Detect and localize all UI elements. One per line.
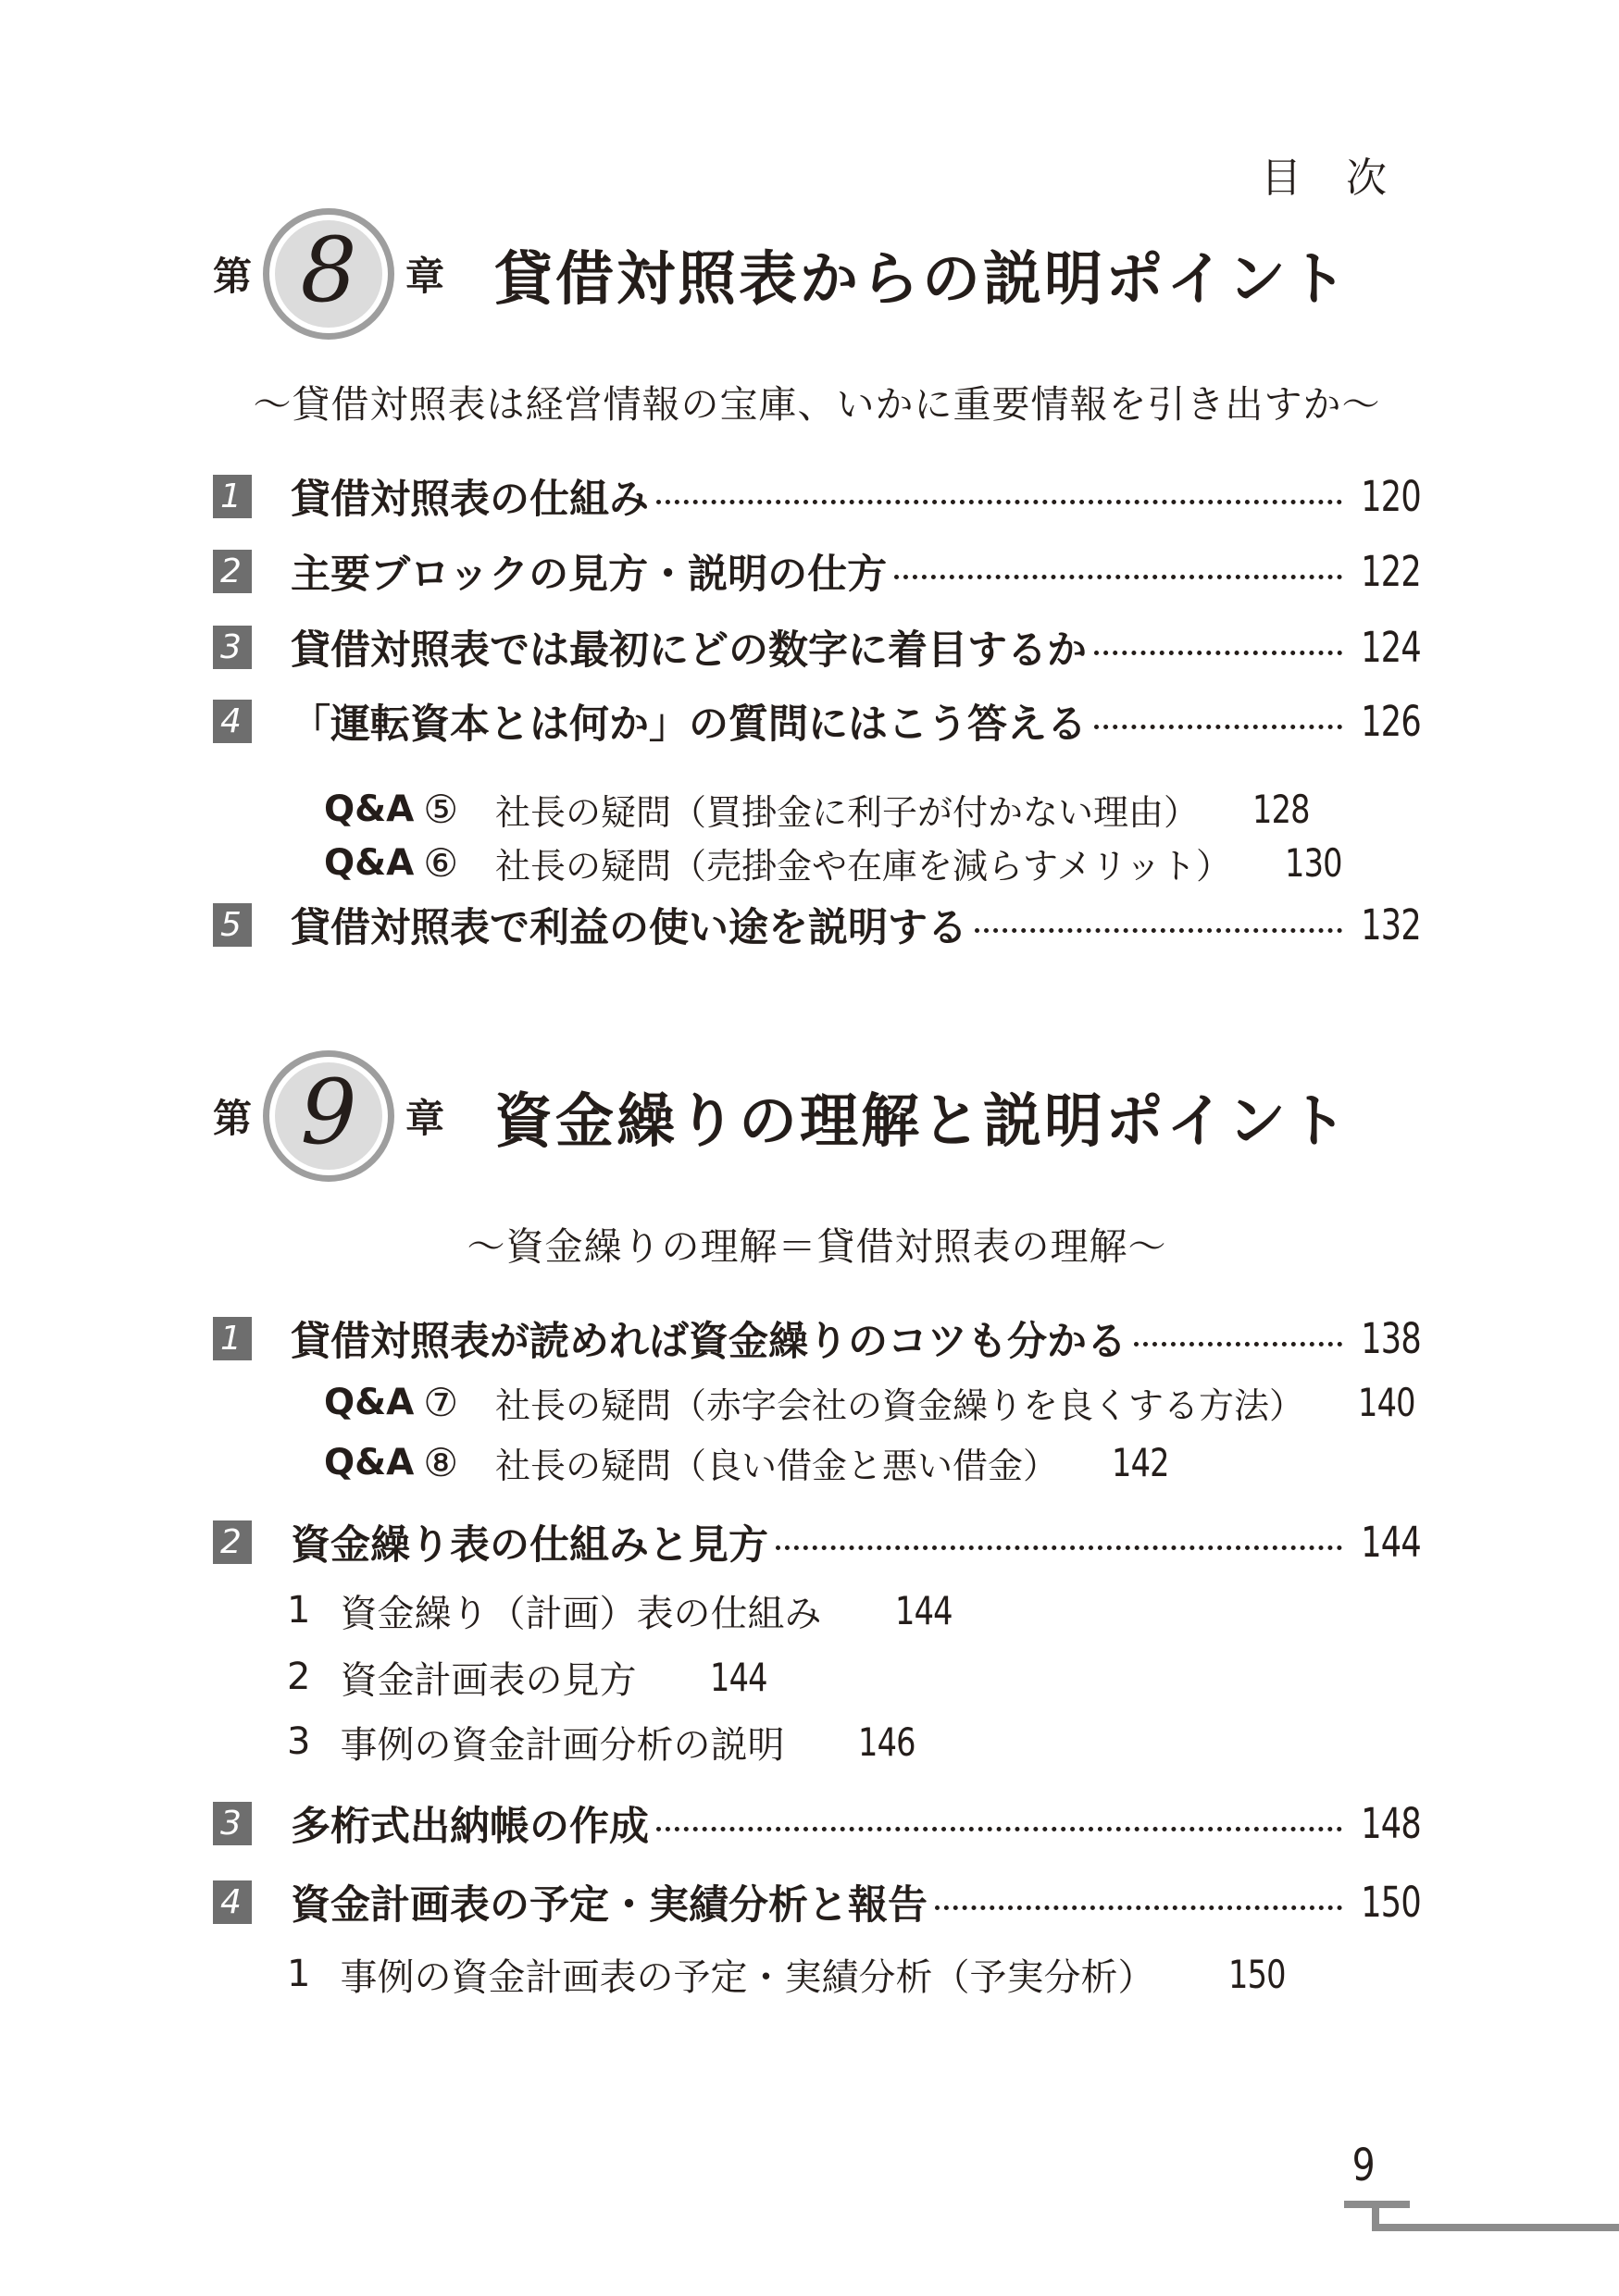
sub-item-page-number: 144: [710, 1654, 768, 1700]
sub-item-page-number: 150: [1228, 1951, 1287, 1997]
sub-item-number: 3: [287, 1720, 311, 1763]
qa-page-number: 140: [1358, 1379, 1415, 1425]
chapter-9-toc-list: [213, 1313, 1421, 1999]
toc-sub-item: [213, 1654, 1421, 1702]
sub-item-number: 1: [287, 1589, 311, 1632]
qa-page-number: 142: [1112, 1439, 1169, 1485]
item-title: 貸借対照表では最初にどの数字に着目するか: [291, 627, 1087, 674]
toc-item: [213, 1313, 1421, 1365]
item-number-badge: 2: [213, 550, 252, 593]
toc-item: [213, 696, 1421, 748]
dotted-leader: [894, 575, 1342, 579]
chapter-number-circle-fill: [275, 1062, 382, 1170]
chapter-subtitle: ～資金繰りの理解＝貸借対照表の理解～: [467, 1224, 1167, 1269]
item-title: 貸借対照表で利益の使い途を説明する: [291, 904, 967, 951]
qa-title: 社長の疑問（買掛金に利子が付かない理由）: [495, 791, 1200, 833]
qa-label: Q&A: [324, 841, 415, 884]
qa-title: 社長の疑問（赤字会社の資金繰りを良くする方法）: [495, 1384, 1305, 1426]
item-number-badge: 5: [213, 903, 252, 947]
item-number-badge: 1: [213, 475, 252, 518]
item-number-badge: 1: [213, 1317, 252, 1360]
toc-item: [213, 1517, 1421, 1569]
item-page-number: 150: [1361, 1877, 1421, 1927]
sub-item-page-number: 144: [895, 1587, 953, 1633]
item-page-number: 120: [1361, 471, 1421, 521]
chapter-title: 貸借対照表からの説明ポイント: [494, 244, 1351, 313]
qa-page-number: 130: [1284, 839, 1342, 886]
item-title: 資金繰り表の仕組みと見方: [291, 1521, 768, 1569]
toc-item: [213, 546, 1421, 598]
chapter-prefix: 第: [213, 1096, 253, 1141]
chapter-8-section: [213, 202, 1421, 951]
item-title: 多桁式出納帳の作成: [291, 1803, 649, 1850]
qa-circled-number: ⑦: [423, 1379, 459, 1425]
folio-page-number: 9: [1351, 2140, 1375, 2191]
sub-item-title: 事例の資金計画表の予定・実績分析（予実分析）: [340, 1955, 1155, 1999]
dotted-leader: [776, 1545, 1342, 1550]
item-page-number: 124: [1361, 622, 1421, 672]
chapter-suffix: 章: [405, 254, 445, 299]
dotted-leader: [1094, 725, 1342, 729]
chapter-prefix: 第: [213, 254, 253, 299]
chapter-9-heading: [213, 1044, 1421, 1188]
sub-item-title: 資金繰り（計画）表の仕組み: [340, 1592, 822, 1635]
chapter-9-section: [213, 1044, 1421, 1999]
item-page-number: 126: [1361, 696, 1421, 746]
chapter-8-heading: [213, 202, 1421, 346]
toc-item: [213, 900, 1421, 951]
item-title: 「運転資本とは何か」の質問にはこう答える: [291, 701, 1087, 748]
chapter-number: 9: [300, 1061, 357, 1164]
chapter-number-circle: [263, 208, 394, 340]
item-title: 貸借対照表の仕組み: [291, 476, 649, 523]
sub-item-title: 資金計画表の見方: [340, 1658, 637, 1702]
item-page-number: 132: [1361, 900, 1421, 949]
toc-sub-item: [213, 1719, 1421, 1767]
toc-item: [213, 622, 1421, 674]
qa-label: Q&A: [324, 1441, 415, 1483]
toc-item: [213, 1877, 1421, 1929]
toc-qa-item: [213, 786, 1421, 833]
chapter-number-circle: [263, 1050, 394, 1182]
toc-sub-item: [213, 1951, 1421, 1999]
qa-title: 社長の疑問（良い借金と悪い借金）: [495, 1445, 1059, 1486]
item-title: 資金計画表の予定・実績分析と報告: [291, 1881, 928, 1929]
qa-circled-number: ⑧: [423, 1439, 459, 1485]
item-page-number: 138: [1361, 1313, 1421, 1363]
dotted-leader: [935, 1905, 1342, 1910]
sub-item-number: 1: [287, 1953, 311, 1995]
chapter-number-circle-fill: [275, 220, 382, 328]
item-page-number: 144: [1361, 1517, 1421, 1567]
toc-header-label: 目 次: [1261, 155, 1389, 202]
chapter-title: 資金繰りの理解と説明ポイント: [494, 1086, 1351, 1155]
qa-page-number: 128: [1252, 786, 1310, 832]
sub-item-title: 事例の資金計画分析の説明: [340, 1723, 785, 1767]
toc-item: [213, 471, 1421, 523]
item-number-badge: 4: [213, 700, 252, 743]
item-title: 貸借対照表が読めれば資金繰りのコツも分かる: [291, 1318, 1127, 1365]
item-number-badge: 3: [213, 626, 252, 669]
qa-circled-number: ⑥: [423, 839, 459, 886]
dotted-leader: [656, 500, 1342, 504]
corner-mark-long-line: [1372, 2224, 1619, 2231]
toc-sub-item: [213, 1587, 1421, 1635]
qa-circled-number: ⑤: [423, 786, 459, 832]
sub-item-number: 2: [287, 1656, 311, 1698]
toc-qa-item: [213, 1439, 1421, 1486]
item-page-number: 122: [1361, 546, 1421, 596]
toc-qa-item: [213, 1379, 1421, 1426]
sub-item-page-number: 146: [858, 1719, 916, 1765]
item-number-badge: 3: [213, 1802, 252, 1845]
dotted-leader: [975, 928, 1342, 933]
dotted-leader: [1094, 651, 1342, 655]
toc-item: [213, 1798, 1421, 1850]
qa-label: Q&A: [324, 788, 415, 830]
dotted-leader: [656, 1827, 1342, 1831]
chapter-8-toc-list: [213, 471, 1421, 951]
chapter-suffix: 章: [405, 1096, 445, 1141]
dotted-leader: [1134, 1342, 1342, 1347]
qa-title: 社長の疑問（売掛金や在庫を減らすメリット）: [495, 845, 1231, 887]
item-number-badge: 4: [213, 1880, 252, 1924]
item-number-badge: 2: [213, 1520, 252, 1564]
toc-qa-item: [213, 839, 1421, 887]
chapter-subtitle: ～貸借対照表は経営情報の宝庫、いかに重要情報を引き出すか～: [253, 382, 1381, 427]
qa-label: Q&A: [324, 1381, 415, 1423]
item-page-number: 148: [1361, 1798, 1421, 1848]
item-title: 主要ブロックの見方・説明の仕方: [291, 551, 888, 598]
chapter-number: 8: [300, 218, 357, 322]
